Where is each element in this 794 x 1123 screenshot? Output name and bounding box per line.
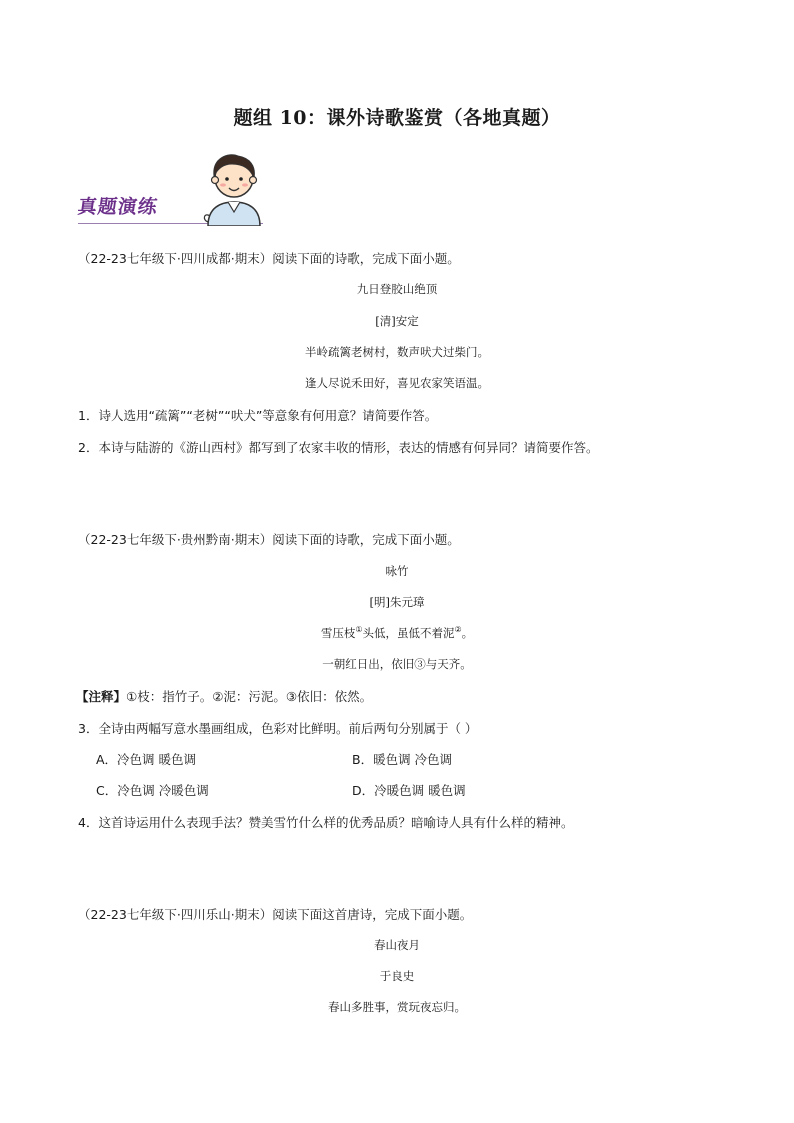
poem-2-line-2 xyxy=(0,656,794,672)
poem-1-author: [清]安定 xyxy=(375,314,419,328)
banner-label: 真题演练 xyxy=(76,196,160,218)
poem-2-line-1-part-b: 头低，虽低不着泥 xyxy=(362,626,455,640)
poem-2-line-2-part-b: 与天齐。 xyxy=(425,657,472,671)
question-1: 1．诗人选用“疏篱”“老树”“吠犬”等意象有何用意？请简要作答。 xyxy=(78,408,438,423)
section-1-intro: （22-23七年级下·四川成都·期末）阅读下面的诗歌，完成下面小题。 xyxy=(78,251,460,266)
option-b: B．暖色调 冷色调 xyxy=(352,752,453,767)
option-d: D．冷暖色调 暖色调 xyxy=(352,783,466,798)
poem-3-author: 于良史 xyxy=(379,969,415,983)
poem-2-line-1-part-c: 。 xyxy=(461,626,474,640)
poem-1-line: 逢人尽说禾田好，喜见农家笑语温。 xyxy=(305,376,489,390)
section-3-intro: （22-23七年级下·四川乐山·期末）阅读下面这首唐诗，完成下面小题。 xyxy=(78,907,473,922)
footnote-marker-1: ① xyxy=(355,625,363,635)
page-title: 题组 10：课外诗歌鉴赏（各地真题） xyxy=(233,107,561,129)
question-2: 2．本诗与陆游的《游山西村》都写到了农家丰收的情形，表达的情感有何异同？请简要作答。 xyxy=(78,440,599,455)
annotation-text: ①枝：指竹子。②泥：污泥。③依旧：依然。 xyxy=(126,689,373,704)
option-a: A．冷色调 暖色调 xyxy=(96,752,197,767)
section-2-intro: （22-23七年级下·贵州黔南·期末）阅读下面的诗歌，完成下面小题。 xyxy=(78,532,460,547)
poem-2-line-1-part-a: 雪压枝 xyxy=(320,626,356,640)
poem-3-title: 春山夜月 xyxy=(374,938,420,952)
question-4: 4．这首诗运用什么表现手法？赞美雪竹什么样的优秀品质？暗喻诗人具有什么样的精神。 xyxy=(78,815,574,830)
annotation xyxy=(76,687,372,705)
footnote-marker-2: ② xyxy=(454,625,462,635)
poem-1-line: 半岭疏篱老树村，数声吠犬过柴门。 xyxy=(305,345,489,359)
poem-2-line-2-part-a: 一朝红日出，依旧 xyxy=(322,657,415,671)
poem-1-title: 九日登胶山绝顶 xyxy=(356,282,438,296)
poem-3-line: 春山多胜事，赏玩夜忘归。 xyxy=(328,1000,466,1014)
poem-2-title: 咏竹 xyxy=(385,564,409,578)
section-banner xyxy=(78,150,268,228)
annotation-label: 【注释】 xyxy=(76,689,127,704)
poem-2-author: [明]朱元璋 xyxy=(369,595,425,609)
teacher-avatar-icon xyxy=(198,150,270,226)
poem-2-line-1 xyxy=(0,625,794,641)
footnote-marker-3: ③ xyxy=(414,657,426,671)
option-c: C．冷色调 冷暖色调 xyxy=(96,783,209,798)
question-3: 3．全诗由两幅写意水墨画组成，色彩对比鲜明。前后两句分别属于（ ） xyxy=(78,721,478,736)
